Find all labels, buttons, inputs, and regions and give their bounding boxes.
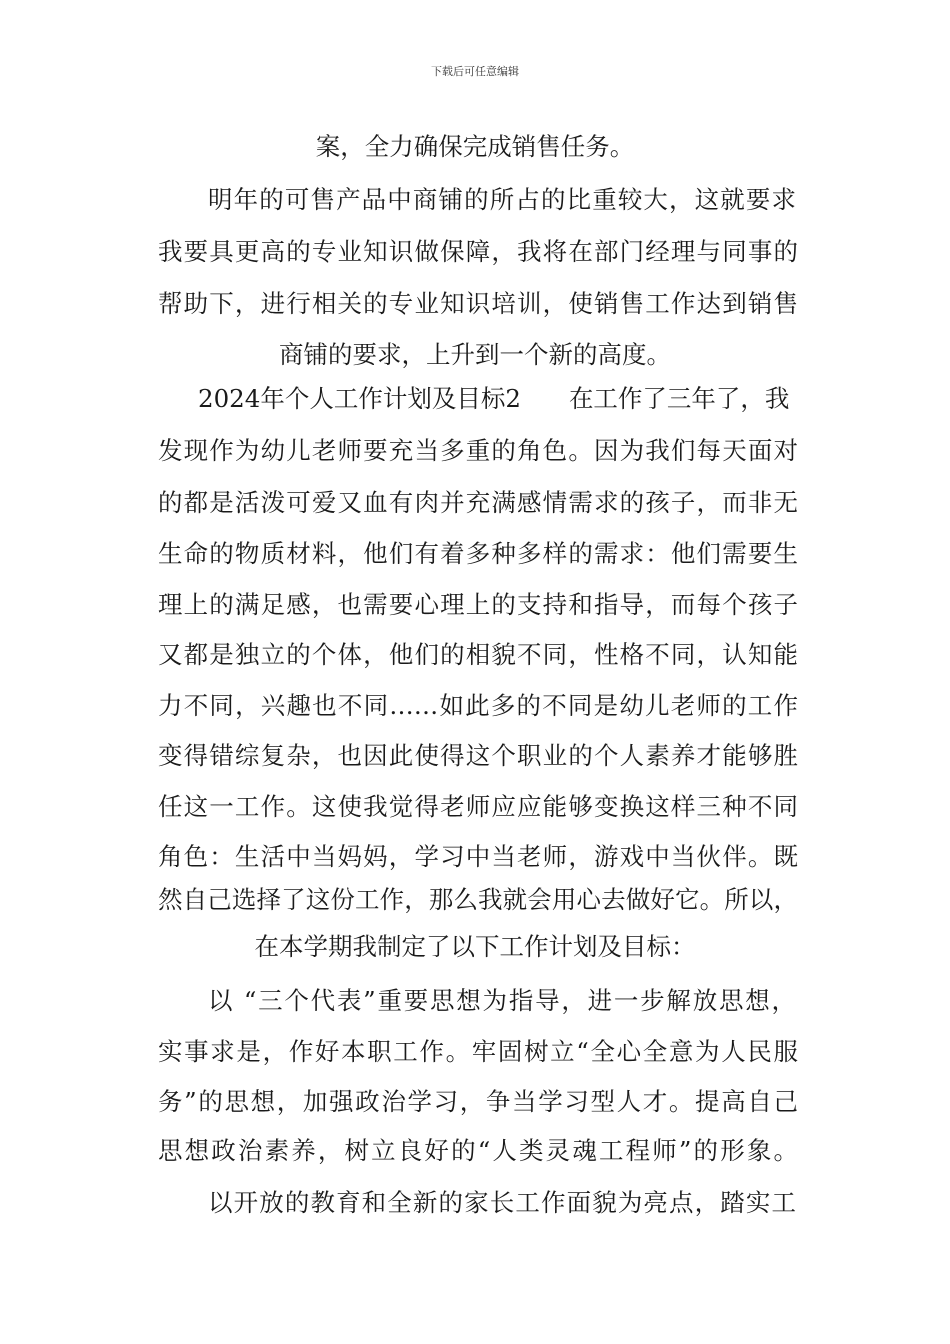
body-line: 又都是独立的个体，他们的相貌不同，性格不同，认知能 xyxy=(158,640,798,669)
body-line: 然自己选择了这份工作，那么我就会用心去做好它。所以， xyxy=(158,885,798,914)
body-line: 发现作为幼儿老师要充当多重的角色。因为我们每天面对 xyxy=(158,436,798,465)
body-line: 任这一工作。这使我觉得老师应应能够变换这样三种不同 xyxy=(158,792,798,821)
body-line: 实事求是，作好本职工作。牢固树立“全心全意为人民服 xyxy=(158,1037,798,1066)
body-line: 在本学期我制定了以下工作计划及目标： xyxy=(254,932,696,961)
page-header: 下载后可任意编辑 xyxy=(431,65,519,78)
body-line: 力不同，兴趣也不同……如此多的不同是幼儿老师的工作 xyxy=(158,691,798,720)
body-line: 案，全力确保完成销售任务。 xyxy=(315,132,635,161)
body-line: 思想政治素养，树立良好的“人类灵魂工程师”的形象。 xyxy=(158,1136,798,1165)
body-line: 生命的物质材料，他们有着多种多样的需求：他们需要生 xyxy=(158,539,798,568)
section-heading-line xyxy=(198,382,789,416)
body-line: 务”的思想，加强政治学习，争当学习型人才。提高自己 xyxy=(158,1087,798,1116)
body-line: 变得错综复杂，也因此使得这个职业的个人素养才能够胜 xyxy=(158,741,798,770)
body-line: 的都是活泼可爱又血有肉并充满感情需求的孩子，而非无 xyxy=(158,488,798,517)
body-line: 以开放的教育和全新的家长工作面貌为亮点，踏实工 xyxy=(208,1188,796,1217)
section-heading: 2024年个人工作计划及目标2 xyxy=(198,384,521,413)
body-line: 我要具更高的专业知识做保障，我将在部门经理与同事的 xyxy=(158,237,798,266)
body-line: 商铺的要求，上升到一个新的高度。 xyxy=(279,340,671,369)
body-line: 以 “三个代表”重要思想为指导，进一步解放思想， xyxy=(208,986,796,1015)
body-line: 角色：生活中当妈妈，学习中当老师，游戏中当伙伴。既 xyxy=(158,842,798,871)
body-line: 理上的满足感，也需要心理上的支持和指导，而每个孩子 xyxy=(158,590,798,619)
body-text: 在工作了三年了，我 xyxy=(568,384,790,413)
body-line: 明年的可售产品中商铺的所占的比重较大，这就要求 xyxy=(208,185,796,214)
body-line: 帮助下，进行相关的专业知识培训，使销售工作达到销售 xyxy=(158,289,798,318)
